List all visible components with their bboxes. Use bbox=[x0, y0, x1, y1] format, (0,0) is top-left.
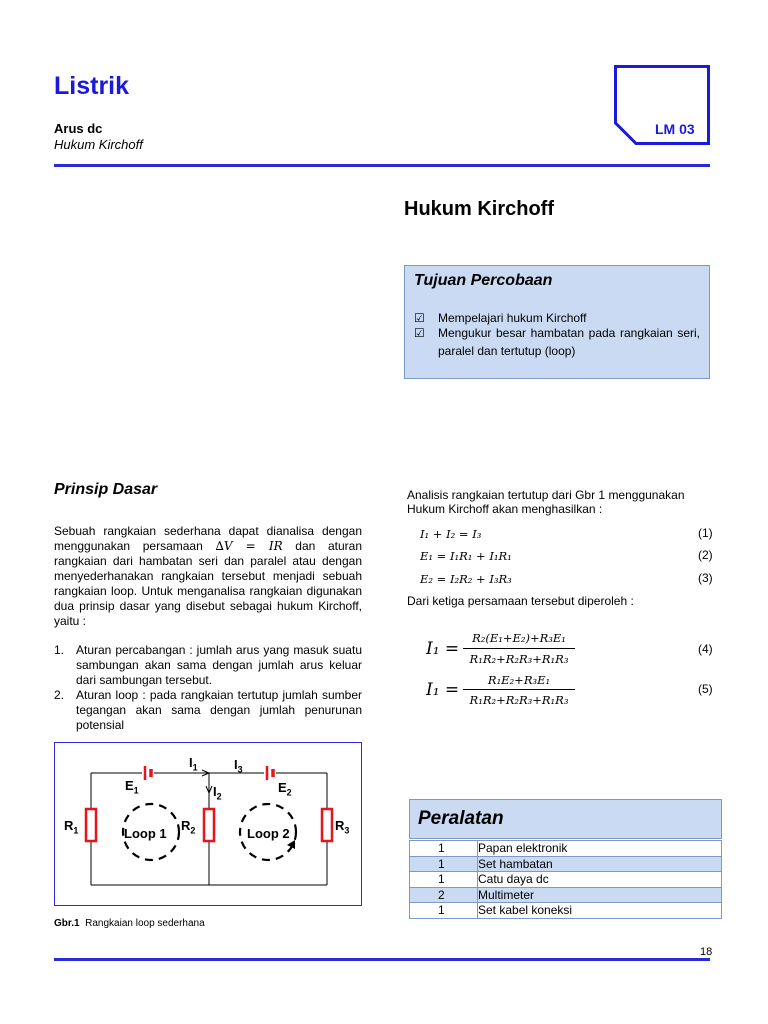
equipment-item: Catu daya dc bbox=[478, 872, 722, 888]
equation-5-lhs: I₁ = bbox=[426, 680, 460, 700]
equipment-item: Set hambatan bbox=[478, 856, 722, 872]
rule-item: 1. Aturan percabangan : jumlah arus yang masuk suatu sambungan akan sama dengan jumlah arus keluar dari sambungan tersebut. bbox=[54, 643, 362, 687]
header-divider bbox=[54, 164, 710, 167]
equation-5-denominator: R₁R₂+R₂R₃+R₁R₃ bbox=[469, 693, 569, 707]
equation-3: E₂ = I₂R₂ + I₃R₃ bbox=[420, 572, 512, 586]
label-r2: $R_2$ bbox=[181, 818, 196, 836]
equation-5-fraction-bar bbox=[463, 689, 575, 690]
equation-5-number: (5) bbox=[698, 682, 713, 696]
table-row bbox=[410, 903, 722, 919]
equation-5-numerator: R₁E₂+R₃E₁ bbox=[487, 673, 551, 687]
equation-4-lhs: I₁ = bbox=[426, 639, 460, 659]
equipment-qty: 1 bbox=[410, 856, 478, 872]
objectives-title: Tujuan Percobaan bbox=[414, 272, 553, 289]
label-i3: $I_3$ bbox=[234, 757, 243, 775]
battery-e2 bbox=[267, 766, 273, 780]
equipment-item: Set kabel koneksi bbox=[478, 903, 722, 919]
analysis-intro: Analisis rangkaian tertutup dari Gbr 1 menggunakan Hukum Kirchoff akan menghasilkan : bbox=[407, 488, 685, 516]
principles-paragraph: Sebuah rangkaian sederhana dapat dianalisa dengan menggunakan persamaan ∆V = IR dan aturan rangkaian dari hambatan seri dan paralel atau dengan menyederhanakan rangkaian tersebut menjadi sebuah rangkaian loop. Untuk menganalisa rangkaian digunakan dua prinsip dasar yang disebut sebagai hukum Kirchoff, yaitu : bbox=[54, 524, 362, 628]
equipment-qty: 1 bbox=[410, 841, 478, 857]
equation-2: E₁ = I₁R₁ + I₁R₁ bbox=[420, 549, 512, 563]
footer-divider bbox=[54, 958, 710, 961]
label-e1: $E_1$ bbox=[125, 778, 139, 796]
label-loop2: Loop 2 bbox=[247, 826, 290, 841]
label-r3: $R_3$ bbox=[335, 818, 350, 836]
table-row bbox=[410, 841, 722, 857]
equation-2-number: (2) bbox=[698, 548, 713, 562]
table-row bbox=[410, 856, 722, 872]
topic-label: Hukum Kirchoff bbox=[54, 137, 143, 152]
page-title: Listrik bbox=[54, 72, 130, 100]
subject-label: Arus dc bbox=[54, 121, 103, 136]
checkbox-icon: ☑ bbox=[414, 326, 425, 340]
equipment-title: Peralatan bbox=[418, 808, 504, 829]
label-i2: $I_2$ bbox=[213, 784, 222, 802]
table-row bbox=[410, 872, 722, 888]
equation-1: I₁ + I₂ = I₃ bbox=[420, 527, 482, 541]
resistor-r3 bbox=[322, 809, 332, 841]
equation-4-denominator: R₁R₂+R₂R₃+R₁R₃ bbox=[469, 652, 569, 666]
equation-1-number: (1) bbox=[698, 526, 713, 540]
label-r1: $R_1$ bbox=[64, 818, 79, 836]
equipment-item: Papan elektronik bbox=[478, 841, 722, 857]
equipment-qty: 1 bbox=[410, 872, 478, 888]
label-e2: $E_2$ bbox=[278, 780, 292, 798]
label-i1: $I_1$ bbox=[189, 755, 198, 773]
module-code: LM 03 bbox=[655, 121, 695, 137]
equation-3-number: (3) bbox=[698, 571, 713, 585]
rule-item: 2. Aturan loop : pada rangkaian tertutup jumlah sumber tegangan akan sama dengan jumlah penurunan potensial bbox=[54, 688, 362, 732]
principles-heading: Prinsip Dasar bbox=[54, 481, 158, 498]
equipment-qty: 1 bbox=[410, 903, 478, 919]
resistor-r1 bbox=[86, 809, 96, 841]
equation-4-numerator: R₂(E₁+E₂)+R₃E₁ bbox=[472, 631, 566, 645]
equation-4-fraction-bar bbox=[463, 648, 575, 649]
circuit-diagram bbox=[54, 742, 362, 906]
derived-intro: Dari ketiga persamaan tersebut diperoleh : bbox=[407, 594, 634, 608]
objective-item: ☑ Mempelajari hukum Kirchoff bbox=[414, 311, 587, 325]
resistor-r2 bbox=[204, 809, 214, 841]
inline-equation: ∆V = IR bbox=[215, 539, 283, 553]
checkbox-icon: ☑ bbox=[414, 311, 425, 325]
objective-item: ☑ Mengukur besar hambatan pada rangkaian seri, paralel dan tertutup (loop) bbox=[414, 326, 700, 358]
equipment-table bbox=[409, 840, 722, 919]
table-row bbox=[410, 887, 722, 903]
equation-4-number: (4) bbox=[698, 642, 713, 656]
figure-caption: Gbr.1 Rangkaian loop sederhana bbox=[54, 918, 205, 929]
battery-e1 bbox=[145, 766, 151, 780]
label-loop1: Loop 1 bbox=[124, 826, 167, 841]
section-heading: Hukum Kirchoff bbox=[404, 198, 554, 220]
equipment-qty: 2 bbox=[410, 887, 478, 903]
equipment-item: Multimeter bbox=[478, 887, 722, 903]
page-number: 18 bbox=[700, 946, 713, 958]
